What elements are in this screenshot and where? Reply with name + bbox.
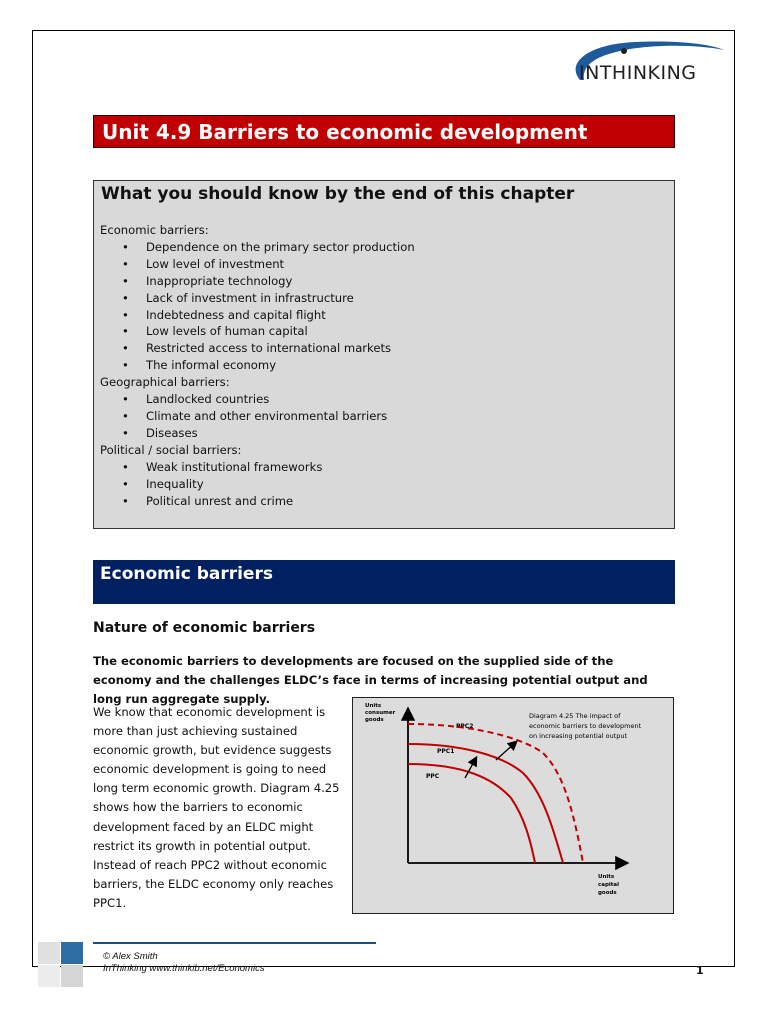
footer-decoration [38, 940, 86, 990]
category-label: Geographical barriers: [100, 375, 230, 390]
body-line: restrict its growth in potential output. [93, 838, 311, 853]
objectives-title: What you should know by the end of this chapter [101, 184, 575, 204]
list-item: • Restricted access to international markets [100, 340, 415, 357]
list-item: • Inappropriate technology [100, 273, 415, 290]
list-item: • Inequality [100, 476, 415, 493]
ppc-label: PPC [426, 773, 440, 780]
lead-paragraph: The economic barriers to developments are focused on the supplied side of the economy and the challenges ELDC’s face in terms of increasing potential output and long run aggregate supply. [93, 654, 648, 706]
caption-line: on increasing potential output [529, 732, 628, 740]
body-line: development faced by an ELDC might [93, 819, 314, 834]
x-axis-label [598, 874, 621, 896]
footer-credits [103, 951, 265, 975]
unit-title: Unit 4.9 Barriers to economic development [93, 115, 675, 148]
page-number: 1 [696, 964, 704, 977]
caption-line: economic barriers to development [529, 722, 642, 730]
body-line: economic development is going to need [93, 762, 327, 777]
body-line: Instead of reach PPC2 without economic [93, 857, 327, 872]
y-label-line: goods [365, 717, 384, 723]
objectives-list [100, 222, 415, 509]
list-item: • The informal economy [100, 357, 415, 374]
caption-line: Diagram 4.25 The impact of [529, 712, 621, 720]
body-line: We know that economic development is [93, 705, 326, 719]
body-line: shows how the barriers to economic [93, 800, 303, 815]
learning-objectives-box [93, 180, 675, 529]
footer-rule [93, 942, 376, 944]
logo-text: INTHINKING [579, 62, 697, 84]
category-label: Economic barriers: [100, 223, 209, 237]
ppc1-label: PPC1 [437, 748, 455, 755]
y-label-line: Units [365, 703, 382, 709]
section-header: Economic barriers [93, 560, 675, 604]
list-item: • Diseases [100, 425, 415, 442]
ppc-diagram [352, 697, 674, 914]
body-line: economic growth, but evidence suggests [93, 743, 332, 758]
y-axis-label [365, 703, 397, 723]
ppc2-label: PPC2 [456, 723, 474, 730]
site-text: InThinking www.thinkib.net/Economics [103, 963, 265, 974]
list-item: • Landlocked countries [100, 391, 415, 408]
body-line: PPC1. [93, 895, 127, 910]
diagram-caption [529, 712, 643, 740]
body-paragraph [93, 703, 343, 913]
y-label-line: consumer [365, 710, 396, 716]
body-line: more than just achieving sustained [93, 724, 298, 739]
ppc1-curve [408, 744, 563, 863]
list-item: • Climate and other environmental barriers [100, 408, 415, 425]
list-item: • Political unrest and crime [100, 493, 415, 510]
list-item: • Indebtedness and capital flight [100, 307, 415, 324]
shift-arrow [496, 742, 516, 760]
list-item: • Dependence on the primary sector production [100, 239, 415, 256]
body-line: long term economic growth. Diagram 4.25 [93, 781, 340, 796]
x-label-line: Units [598, 874, 615, 880]
category-label: Political / social barriers: [100, 442, 242, 457]
list-item: • Weak institutional frameworks [100, 459, 415, 476]
x-label-line: capital [598, 882, 620, 888]
list-item: • Lack of investment in infrastructure [100, 290, 415, 307]
list-item: • Low level of investment [100, 256, 415, 273]
list-item: • Low levels of human capital [100, 323, 415, 340]
sub-heading: Nature of economic barriers [93, 620, 316, 636]
copyright-text: © Alex Smith [103, 951, 158, 962]
x-label-line: goods [598, 890, 617, 896]
ppc-diagram-svg [353, 698, 675, 915]
body-line: barriers, the ELDC economy only reaches [93, 876, 334, 891]
